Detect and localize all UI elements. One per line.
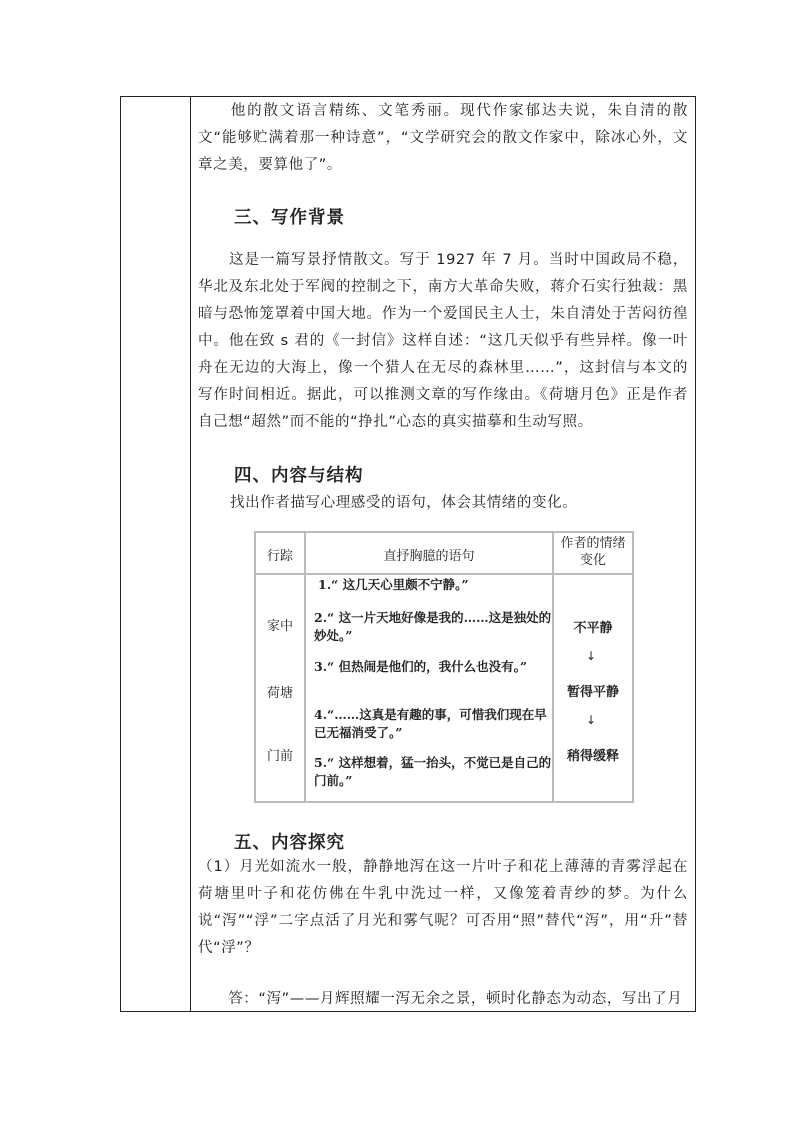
section-heading-background: 三、写作背景	[234, 208, 345, 228]
inquiry-answer: 答：“泻”——月辉照耀一泻无余之景，顿时化静态为动态，写出了月	[198, 991, 683, 1007]
structure-intro: 找出作者描写心理感受的语句，体会其情绪的变化。	[230, 495, 578, 511]
down-arrow-icon: ↓	[586, 713, 597, 727]
paragraph-author-style: 他的散文语言精练、文笔秀丽。现代作家郁达夫说，朱自清的散文“能够贮满着那一种诗意”，“文学研究会的散文作家中，除冰心外，文章之美，要算他了”。	[198, 103, 688, 173]
quote-1: 1.“ 这几天心里颇不宁静。”	[318, 577, 469, 592]
paragraph-background: 这是一篇写景抒情散文。写于 1927 年 7 月。当时中国政局不稳，华北及东北处于军阀的控制之下，南方大革命失败，蒋介石实行独裁：黑暗与恐怖笼罩着中国大地。作为一个爱国民主人士，朱自清处于苦闷彷徨中。他在致 s 君的《一封信》这样自述：“这几天似乎有些异样。像一叶舟在无边的大海上，像一个猎人在无尽的森林里……”，这封信与本文的写作时间相近。据此，可以推测文章的写作缘由。《荷塘月色》正是作者自己想“超然”而不能的“挣扎”心态的真实描摹和生动写照。	[198, 252, 688, 430]
place-pond: 荷塘	[266, 686, 293, 701]
quote-5: 5.“ 这样想着，猛一抬头，不觉已是自己的门前。”	[314, 755, 552, 788]
quote-3: 3.“ 但热闹是他们的，我什么也没有。”	[314, 659, 528, 674]
inquiry-question: （1）月光如流水一般，静静地泻在这一片叶子和花上薄薄的青雾浮起在荷塘里叶子和花仿佛在牛乳中洗过一样，又像笼着青纱的梦。为什么说“泻”“浮”二字点活了月光和雾气呢？可否用“照”替代“泻”，用“升”替代“浮”？	[198, 859, 688, 956]
section-heading-inquiry: 五、内容探究	[234, 833, 345, 853]
place-home: 家中	[266, 619, 293, 634]
section-heading-structure: 四、内容与结构	[234, 466, 364, 486]
structure-table	[254, 531, 634, 803]
column-divider	[190, 96, 191, 1012]
emotion-3: 稍得缓释	[566, 749, 619, 764]
down-arrow-icon: ↓	[586, 649, 597, 663]
emotion-2: 暂得平静	[566, 685, 619, 700]
table-header-line	[256, 573, 632, 575]
header-emotion: 作者的情绪变化	[560, 536, 626, 568]
emotion-1: 不平静	[573, 621, 613, 636]
header-location: 行踪	[266, 549, 293, 564]
header-quotes: 直抒胸臆的语句	[383, 549, 475, 564]
quote-2: 2.“ 这一片天地好像是我的……这是独处的妙处。”	[314, 610, 552, 643]
quote-4: 4.“……这真是有趣的事，可惜我们现在早已无福消受了。”	[314, 707, 547, 740]
place-door: 门前	[266, 749, 293, 764]
